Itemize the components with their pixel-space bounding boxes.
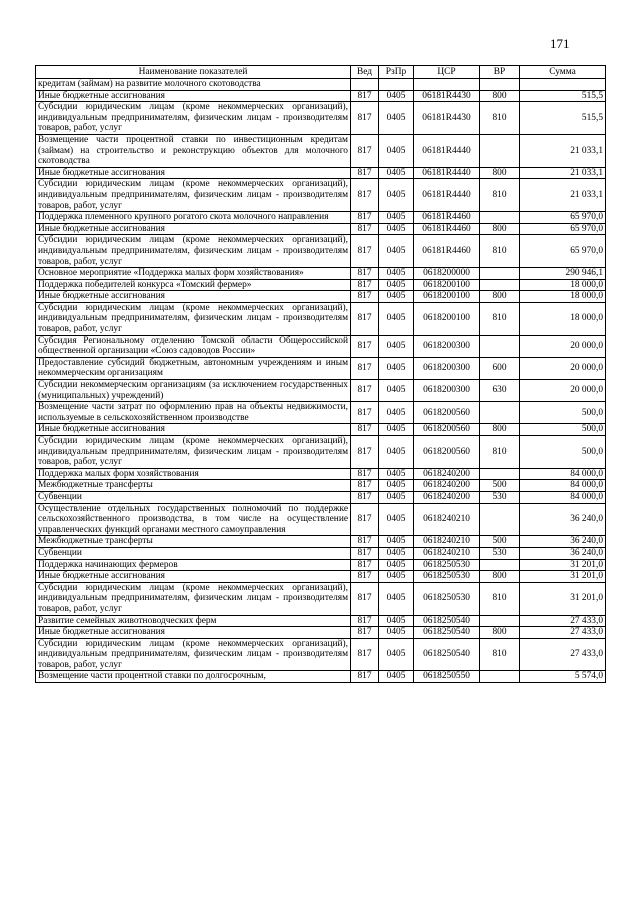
cell-indicator-name: Основное мероприятие «Поддержка малых форм хозяйствования»	[36, 268, 351, 280]
cell-indicator-name: Иные бюджетные ассигнования	[36, 291, 351, 303]
cell-ved: 817	[351, 167, 379, 179]
cell-vr	[480, 212, 520, 224]
cell-ved: 817	[351, 559, 379, 571]
cell-ved: 817	[351, 536, 379, 548]
cell-ved: 817	[351, 627, 379, 639]
cell-vr: 630	[480, 380, 520, 402]
cell-csr: 0618240210	[414, 536, 480, 548]
cell-rzpr: 0405	[379, 235, 414, 268]
cell-rzpr: 0405	[379, 402, 414, 424]
cell-vr: 500	[480, 480, 520, 492]
cell-ved: 817	[351, 335, 379, 357]
cell-rzpr: 0405	[379, 671, 414, 683]
cell-indicator-name: Осуществление отдельных государственных полномочий по поддержке сельскохозяйственного производства, в том числе на осуществление управленческих функций органами местного самоуправления	[36, 503, 351, 536]
cell-csr: 0618200300	[414, 380, 480, 402]
cell-csr: 0618250530	[414, 582, 480, 615]
cell-vr	[480, 79, 520, 91]
cell-csr: 0618250550	[414, 671, 480, 683]
table-row	[36, 179, 606, 212]
cell-vr	[480, 335, 520, 357]
cell-ved: 817	[351, 638, 379, 671]
cell-sum: 31 201,0	[520, 559, 606, 571]
cell-ved: 817	[351, 468, 379, 480]
cell-rzpr: 0405	[379, 268, 414, 280]
cell-sum: 21 033,1	[520, 134, 606, 167]
header-csr: ЦСР	[414, 66, 480, 79]
cell-vr: 530	[480, 547, 520, 559]
cell-indicator-name: Иные бюджетные ассигнования	[36, 424, 351, 436]
table-row	[36, 302, 606, 335]
cell-ved: 817	[351, 503, 379, 536]
cell-rzpr: 0405	[379, 380, 414, 402]
table-row	[36, 627, 606, 639]
cell-rzpr: 0405	[379, 491, 414, 503]
cell-csr: 0618250540	[414, 615, 480, 627]
cell-sum: 21 033,1	[520, 167, 606, 179]
cell-vr	[480, 671, 520, 683]
cell-ved: 817	[351, 134, 379, 167]
table-row	[36, 291, 606, 303]
cell-csr: 06181R4460	[414, 235, 480, 268]
cell-ved: 817	[351, 279, 379, 291]
cell-sum: 500,0	[520, 436, 606, 469]
cell-csr: 06181R4430	[414, 90, 480, 102]
cell-vr: 810	[480, 436, 520, 469]
cell-ved: 817	[351, 491, 379, 503]
cell-ved: 817	[351, 615, 379, 627]
cell-ved: 817	[351, 436, 379, 469]
cell-rzpr	[379, 79, 414, 91]
cell-ved: 817	[351, 212, 379, 224]
table-row	[36, 357, 606, 379]
cell-ved: 817	[351, 671, 379, 683]
cell-ved: 817	[351, 291, 379, 303]
cell-sum: 27 433,0	[520, 615, 606, 627]
cell-sum: 18 000,0	[520, 302, 606, 335]
cell-vr: 810	[480, 582, 520, 615]
table-row	[36, 335, 606, 357]
table-row	[36, 436, 606, 469]
cell-sum: 515,5	[520, 102, 606, 135]
table-row	[36, 134, 606, 167]
cell-vr	[480, 559, 520, 571]
cell-ved: 817	[351, 424, 379, 436]
table-row	[36, 212, 606, 224]
cell-ved: 817	[351, 402, 379, 424]
cell-vr	[480, 279, 520, 291]
cell-sum: 31 201,0	[520, 571, 606, 583]
cell-vr: 810	[480, 179, 520, 212]
cell-indicator-name: Субсидии юридическим лицам (кроме некоммерческих организаций), индивидуальным предпринимателям, физическим лицам - производителям товаров, работ, услуг	[36, 179, 351, 212]
cell-sum: 36 240,0	[520, 503, 606, 536]
budget-table-container	[35, 65, 605, 683]
cell-csr: 0618200100	[414, 302, 480, 335]
table-row	[36, 480, 606, 492]
cell-indicator-name: Субсидии юридическим лицам (кроме некоммерческих организаций), индивидуальным предпринимателям, физическим лицам - производителям товаров, работ, услуг	[36, 235, 351, 268]
header-vr: ВР	[480, 66, 520, 79]
table-row	[36, 571, 606, 583]
cell-indicator-name: Межбюджетные трансферты	[36, 536, 351, 548]
cell-vr: 810	[480, 302, 520, 335]
cell-rzpr: 0405	[379, 582, 414, 615]
cell-sum: 84 000,0	[520, 468, 606, 480]
cell-ved: 817	[351, 380, 379, 402]
cell-csr: 0618250530	[414, 559, 480, 571]
cell-sum: 20 000,0	[520, 357, 606, 379]
cell-csr: 06181R4430	[414, 102, 480, 135]
cell-rzpr: 0405	[379, 480, 414, 492]
table-row	[36, 671, 606, 683]
cell-indicator-name: Развитие семейных животноводческих ферм	[36, 615, 351, 627]
cell-sum: 27 433,0	[520, 627, 606, 639]
cell-csr: 0618240200	[414, 480, 480, 492]
cell-ved: 817	[351, 90, 379, 102]
cell-indicator-name: Субвенции	[36, 491, 351, 503]
cell-sum: 65 970,0	[520, 223, 606, 235]
table-row	[36, 279, 606, 291]
cell-csr: 0618250540	[414, 638, 480, 671]
cell-sum: 5 574,0	[520, 671, 606, 683]
cell-rzpr: 0405	[379, 571, 414, 583]
cell-indicator-name: Поддержка победителей конкурса «Томский фермер»	[36, 279, 351, 291]
cell-vr: 800	[480, 223, 520, 235]
cell-ved: 817	[351, 268, 379, 280]
cell-vr: 800	[480, 90, 520, 102]
cell-csr: 0618240200	[414, 468, 480, 480]
cell-sum: 84 000,0	[520, 491, 606, 503]
cell-rzpr: 0405	[379, 436, 414, 469]
cell-sum: 20 000,0	[520, 335, 606, 357]
cell-sum: 65 970,0	[520, 235, 606, 268]
table-row	[36, 547, 606, 559]
cell-rzpr: 0405	[379, 627, 414, 639]
cell-rzpr: 0405	[379, 468, 414, 480]
cell-sum	[520, 79, 606, 91]
cell-rzpr: 0405	[379, 638, 414, 671]
cell-indicator-name: Иные бюджетные ассигнования	[36, 627, 351, 639]
cell-sum: 500,0	[520, 424, 606, 436]
cell-rzpr: 0405	[379, 179, 414, 212]
cell-rzpr: 0405	[379, 536, 414, 548]
cell-csr: 0618200560	[414, 424, 480, 436]
cell-indicator-name: Иные бюджетные ассигнования	[36, 90, 351, 102]
cell-rzpr: 0405	[379, 102, 414, 135]
cell-csr: 0618240210	[414, 547, 480, 559]
cell-indicator-name: Субвенции	[36, 547, 351, 559]
cell-indicator-name: Субсидии юридическим лицам (кроме некоммерческих организаций), индивидуальным предпринимателям, физическим лицам - производителям товаров, работ, услуг	[36, 638, 351, 671]
cell-indicator-name: Возмещение части затрат по оформлению прав на объекты недвижимости, используемые в сельскохозяйственном производстве	[36, 402, 351, 424]
page-number: 171	[550, 36, 570, 51]
cell-rzpr: 0405	[379, 357, 414, 379]
cell-indicator-name: Субсидии юридическим лицам (кроме некоммерческих организаций), индивидуальным предпринимателям, физическим лицам - производителям товаров, работ, услуг	[36, 302, 351, 335]
cell-sum: 65 970,0	[520, 212, 606, 224]
cell-indicator-name: Иные бюджетные ассигнования	[36, 167, 351, 179]
cell-indicator-name: Межбюджетные трансферты	[36, 480, 351, 492]
cell-ved: 817	[351, 235, 379, 268]
header-sum: Сумма	[520, 66, 606, 79]
table-row	[36, 536, 606, 548]
cell-rzpr: 0405	[379, 615, 414, 627]
cell-ved	[351, 79, 379, 91]
cell-csr: 0618200300	[414, 357, 480, 379]
cell-rzpr: 0405	[379, 559, 414, 571]
cell-indicator-name: Возмещение части процентной ставки по инвестиционным кредитам (займам) на строительство и реконструкцию объектов для молочного скотоводства	[36, 134, 351, 167]
cell-rzpr: 0405	[379, 503, 414, 536]
table-row	[36, 102, 606, 135]
cell-ved: 817	[351, 480, 379, 492]
cell-ved: 817	[351, 223, 379, 235]
cell-sum: 27 433,0	[520, 638, 606, 671]
cell-sum: 84 000,0	[520, 480, 606, 492]
cell-sum: 500,0	[520, 402, 606, 424]
header-rzpr: РзПр	[379, 66, 414, 79]
cell-vr: 600	[480, 357, 520, 379]
header-ved: Вед	[351, 66, 379, 79]
cell-csr: 0618250540	[414, 627, 480, 639]
cell-ved: 817	[351, 582, 379, 615]
cell-csr: 0618200100	[414, 279, 480, 291]
cell-csr: 06181R4440	[414, 179, 480, 212]
cell-vr: 800	[480, 571, 520, 583]
cell-vr: 800	[480, 424, 520, 436]
cell-sum: 290 946,1	[520, 268, 606, 280]
cell-ved: 817	[351, 357, 379, 379]
cell-sum: 18 000,0	[520, 279, 606, 291]
cell-sum: 36 240,0	[520, 536, 606, 548]
cell-csr: 06181R4440	[414, 134, 480, 167]
cell-indicator-name: Поддержка начинающих фермеров	[36, 559, 351, 571]
cell-vr: 810	[480, 638, 520, 671]
cell-sum: 20 000,0	[520, 380, 606, 402]
cell-csr	[414, 79, 480, 91]
table-row	[36, 615, 606, 627]
cell-rzpr: 0405	[379, 291, 414, 303]
cell-rzpr: 0405	[379, 212, 414, 224]
budget-table	[35, 65, 606, 683]
cell-csr: 0618240200	[414, 491, 480, 503]
cell-vr	[480, 402, 520, 424]
cell-indicator-name: Субсидии некоммерческим организациям (за исключением государственных (муниципальных) учреждений)	[36, 380, 351, 402]
table-row	[36, 90, 606, 102]
cell-rzpr: 0405	[379, 167, 414, 179]
cell-vr	[480, 615, 520, 627]
cell-sum: 21 033,1	[520, 179, 606, 212]
table-row	[36, 559, 606, 571]
cell-vr: 810	[480, 235, 520, 268]
table-row	[36, 402, 606, 424]
cell-indicator-name: Поддержка малых форм хозяйствования	[36, 468, 351, 480]
table-row	[36, 503, 606, 536]
cell-csr: 06181R4460	[414, 223, 480, 235]
table-row	[36, 491, 606, 503]
header-indicator-name: Наименование показателей	[36, 66, 351, 79]
cell-indicator-name: Иные бюджетные ассигнования	[36, 223, 351, 235]
cell-vr: 810	[480, 102, 520, 135]
cell-vr: 800	[480, 167, 520, 179]
cell-csr: 0618200560	[414, 402, 480, 424]
table-row	[36, 79, 606, 91]
table-row	[36, 468, 606, 480]
cell-ved: 817	[351, 571, 379, 583]
cell-vr	[480, 468, 520, 480]
table-body	[36, 79, 606, 683]
cell-ved: 817	[351, 102, 379, 135]
cell-csr: 06181R4440	[414, 167, 480, 179]
cell-rzpr: 0405	[379, 90, 414, 102]
cell-indicator-name: Предоставление субсидий бюджетным, автономным учреждениям и иным некоммерческим организациям	[36, 357, 351, 379]
cell-vr: 800	[480, 627, 520, 639]
cell-rzpr: 0405	[379, 134, 414, 167]
cell-rzpr: 0405	[379, 424, 414, 436]
table-row	[36, 424, 606, 436]
cell-csr: 0618200560	[414, 436, 480, 469]
table-header-row	[36, 66, 606, 79]
cell-ved: 817	[351, 302, 379, 335]
cell-indicator-name: кредитам (займам) на развитие молочного скотоводства	[36, 79, 351, 91]
cell-csr: 0618200100	[414, 291, 480, 303]
cell-indicator-name: Поддержка племенного крупного рогатого скота молочного направления	[36, 212, 351, 224]
cell-csr: 0618250530	[414, 571, 480, 583]
cell-vr	[480, 503, 520, 536]
cell-rzpr: 0405	[379, 223, 414, 235]
cell-ved: 817	[351, 179, 379, 212]
cell-csr: 0618240210	[414, 503, 480, 536]
cell-indicator-name: Возмещение части процентной ставки по долгосрочным,	[36, 671, 351, 683]
cell-indicator-name: Субсидии юридическим лицам (кроме некоммерческих организаций), индивидуальным предпринимателям, физическим лицам - производителям товаров, работ, услуг	[36, 102, 351, 135]
cell-rzpr: 0405	[379, 302, 414, 335]
cell-ved: 817	[351, 547, 379, 559]
table-row	[36, 167, 606, 179]
table-row	[36, 582, 606, 615]
cell-rzpr: 0405	[379, 547, 414, 559]
cell-vr	[480, 134, 520, 167]
table-row	[36, 380, 606, 402]
cell-indicator-name: Субсидии юридическим лицам (кроме некоммерческих организаций), индивидуальным предпринимателям, физическим лицам - производителям товаров, работ, услуг	[36, 582, 351, 615]
cell-sum: 18 000,0	[520, 291, 606, 303]
cell-vr: 500	[480, 536, 520, 548]
cell-indicator-name: Субсидия Региональному отделению Томской области Общероссийской общественной организации «Союз садоводов России»	[36, 335, 351, 357]
cell-sum: 515,5	[520, 90, 606, 102]
cell-indicator-name: Субсидии юридическим лицам (кроме некоммерческих организаций), индивидуальным предпринимателям, физическим лицам - производителям товаров, работ, услуг	[36, 436, 351, 469]
cell-rzpr: 0405	[379, 335, 414, 357]
table-row	[36, 235, 606, 268]
cell-csr: 0618200000	[414, 268, 480, 280]
cell-vr: 530	[480, 491, 520, 503]
table-row	[36, 223, 606, 235]
cell-rzpr: 0405	[379, 279, 414, 291]
table-row	[36, 638, 606, 671]
cell-sum: 31 201,0	[520, 582, 606, 615]
cell-csr: 0618200300	[414, 335, 480, 357]
cell-vr	[480, 268, 520, 280]
cell-indicator-name: Иные бюджетные ассигнования	[36, 571, 351, 583]
table-row	[36, 268, 606, 280]
cell-csr: 06181R4460	[414, 212, 480, 224]
cell-vr: 800	[480, 291, 520, 303]
cell-sum: 36 240,0	[520, 547, 606, 559]
